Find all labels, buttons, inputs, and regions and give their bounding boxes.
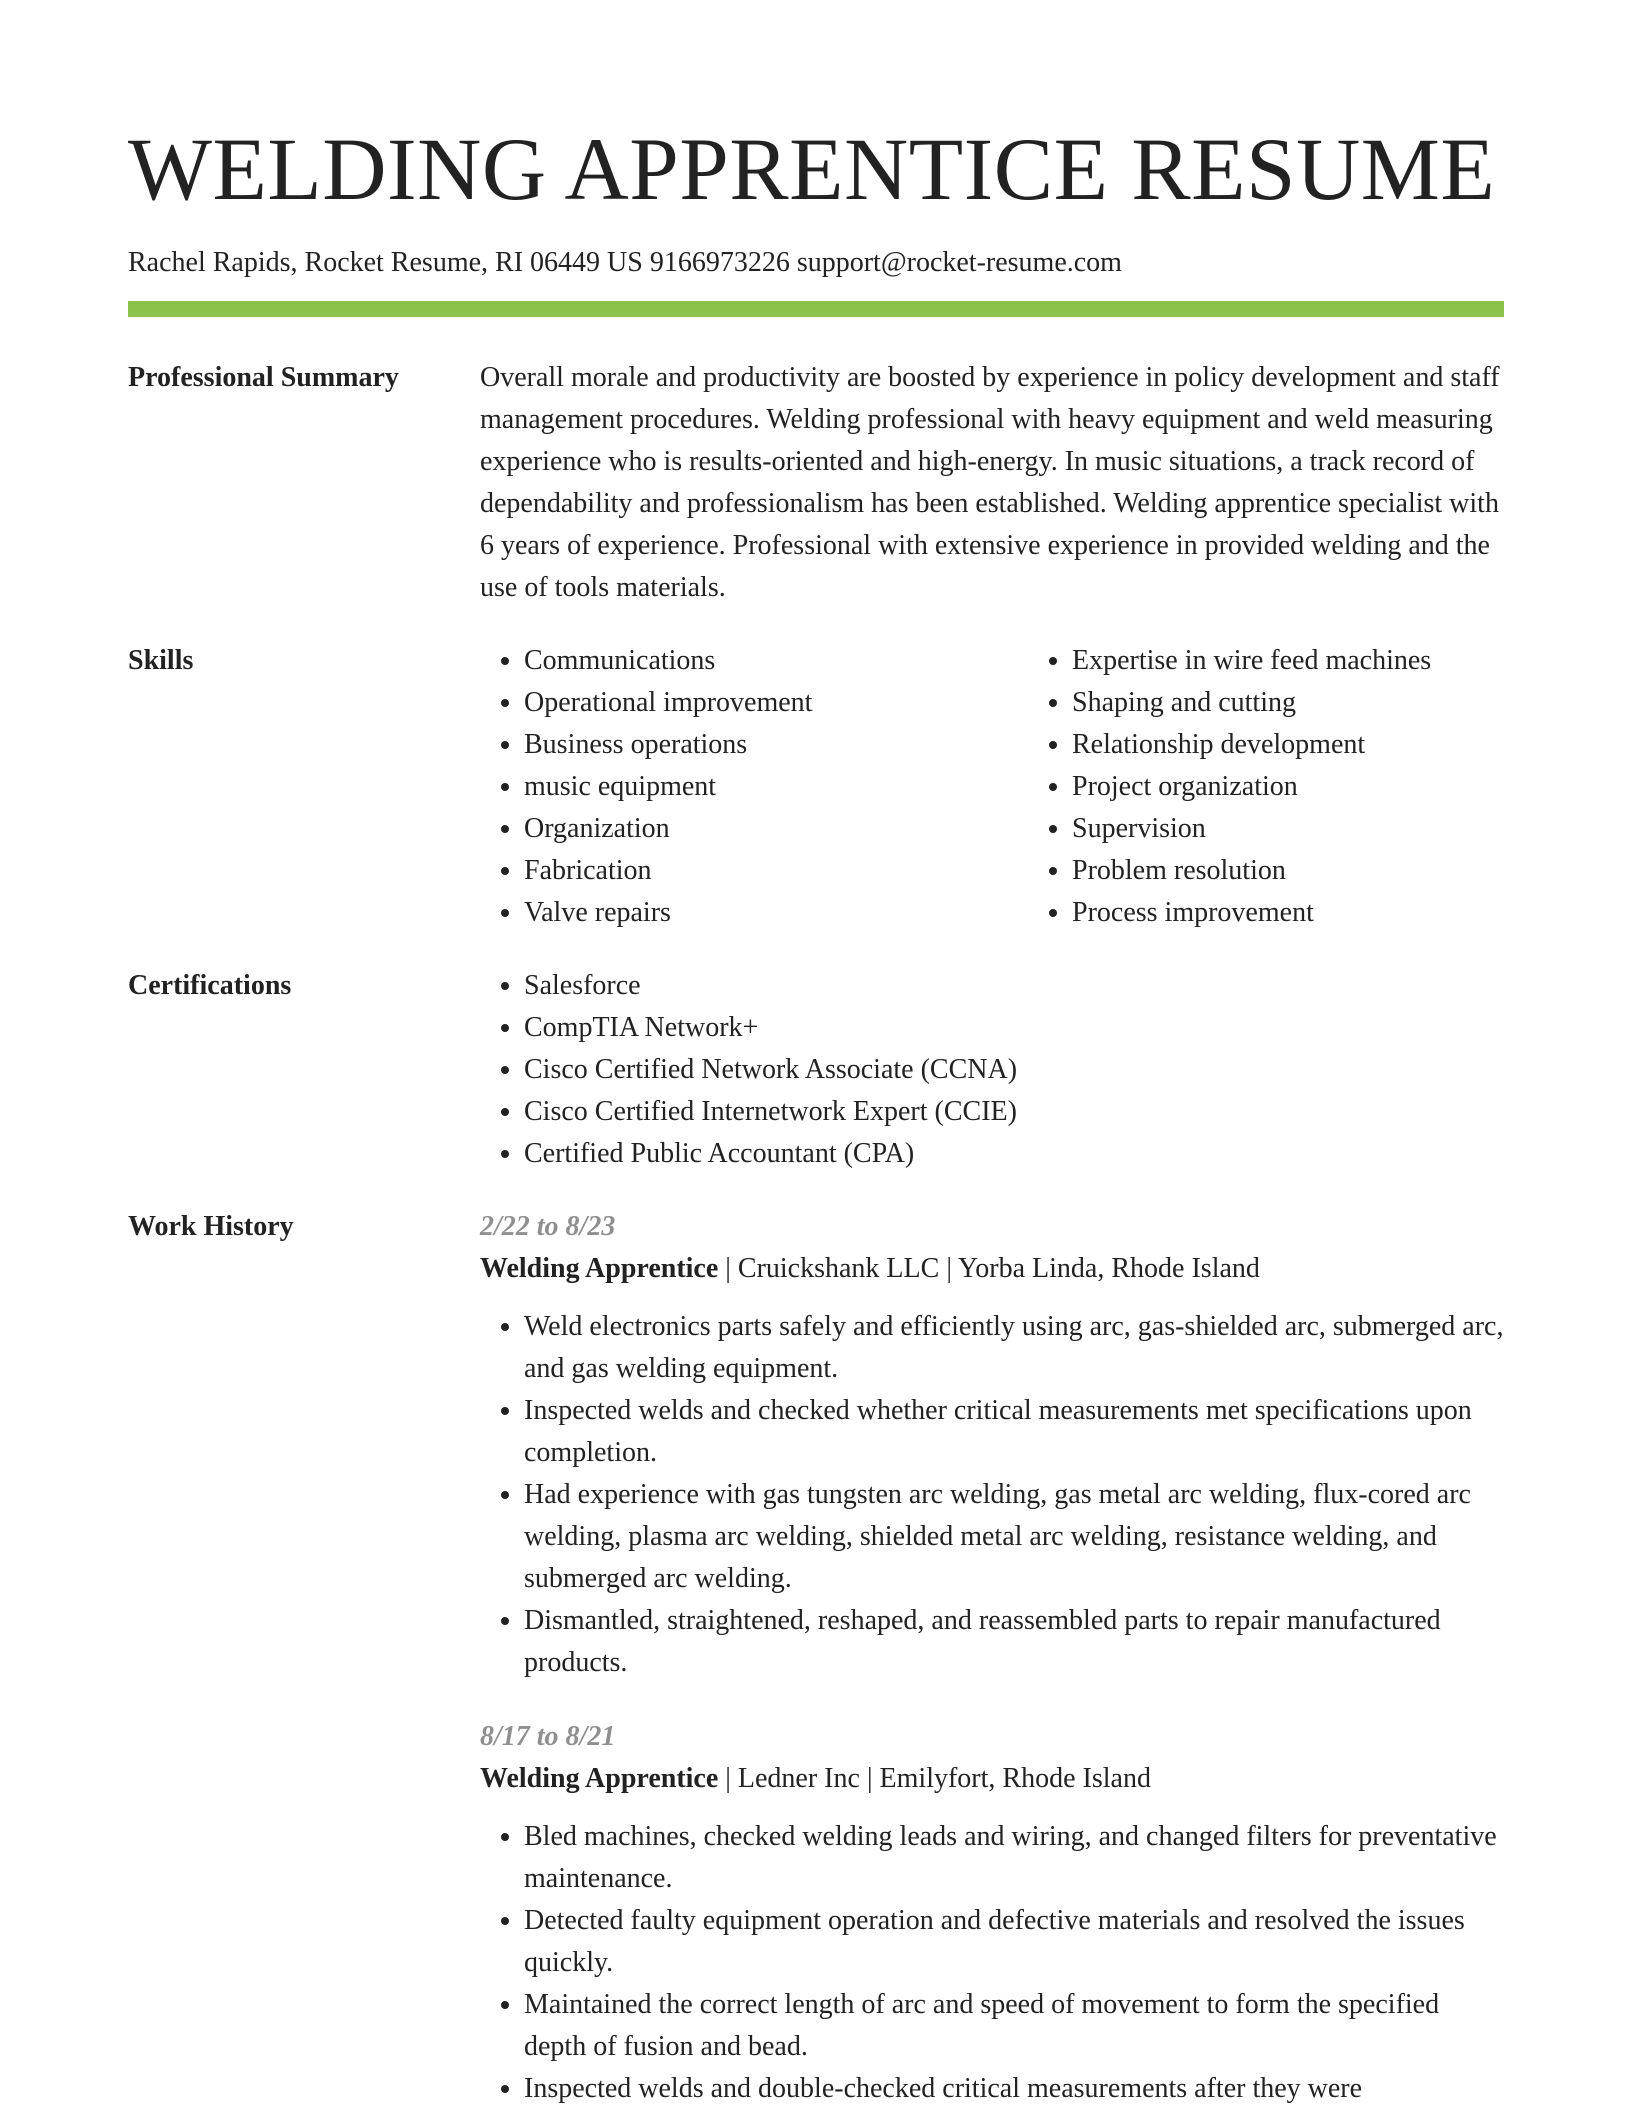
- skills-list-right: [1028, 640, 1576, 934]
- skill-item: • Operational improvement: [524, 682, 1028, 724]
- job-heading: [480, 1248, 1504, 1290]
- job-entry: [480, 1206, 1504, 1684]
- summary-section: [128, 357, 1504, 609]
- job-bullet: • Dismantled, straightened, reshaped, and reassembled parts to repair manufactured products.: [524, 1600, 1504, 1684]
- job-bullets: [480, 1816, 1504, 2110]
- job-bullet: • Inspected welds and double-checked critical measurements after they were: [524, 2068, 1504, 2110]
- job-dates: 8/17 to 8/21: [480, 1721, 616, 1752]
- job-title: Welding Apprentice: [480, 1253, 719, 1284]
- section-label-summary: Professional Summary: [128, 362, 399, 393]
- job-bullet: • Maintained the correct length of arc and speed of movement to form the specified depth of fusion and bead.: [524, 1984, 1504, 2068]
- job-bullet: • Detected faulty equipment operation and defective materials and resolved the issues quickly.: [524, 1900, 1504, 1984]
- job-bullet: • Weld electronics parts safely and efficiently using arc, gas-shielded arc, submerged arc, and gas welding equipment.: [524, 1306, 1504, 1390]
- skill-item: • Relationship development: [1072, 724, 1576, 766]
- skill-item: • Fabrication: [524, 850, 1028, 892]
- skill-item: • Organization: [524, 808, 1028, 850]
- skill-item: • Shaping and cutting: [1072, 682, 1576, 724]
- job-employer-location: | Ledner Inc | Emilyfort, Rhode Island: [718, 1763, 1151, 1794]
- job-dates: 2/22 to 8/23: [480, 1211, 616, 1242]
- job-bullet: • Had experience with gas tungsten arc welding, gas metal arc welding, flux-cored arc welding, plasma arc welding, shielded metal arc welding, resistance welding, and submerged arc welding.: [524, 1474, 1504, 1600]
- skill-item: • Business operations: [524, 724, 1028, 766]
- certification-item: • Cisco Certified Internetwork Expert (CCIE): [524, 1091, 1504, 1133]
- job-bullets: [480, 1306, 1504, 1684]
- section-label-certifications: Certifications: [128, 970, 292, 1001]
- job-heading: [480, 1758, 1504, 1800]
- skill-item: • Process improvement: [1072, 892, 1576, 934]
- summary-text: Overall morale and productivity are boosted by experience in policy development and staff management procedures. Welding professional with heavy equipment and weld measuring experience who is results-oriented and high-energy. In music situations, a track record of dependability and professionalism has been established. Welding apprentice specialist with 6 years of experience. Professional with extensive experience in provided welding and the use of tools materials.: [480, 362, 1500, 603]
- contact-line: Rachel Rapids, Rocket Resume, RI 06449 US 9166973226 support@rocket-resume.com: [128, 247, 1122, 278]
- section-label-skills: Skills: [128, 645, 194, 676]
- certification-item: • Certified Public Accountant (CPA): [524, 1133, 1504, 1175]
- skill-item: • Valve repairs: [524, 892, 1028, 934]
- job-entry: [480, 1716, 1504, 2110]
- section-label-work-history: Work History: [128, 1211, 294, 1242]
- work-history-section: [128, 1206, 1504, 2110]
- skill-item: • Supervision: [1072, 808, 1576, 850]
- job-bullet: • Bled machines, checked welding leads and wiring, and changed filters for preventative maintenance.: [524, 1816, 1504, 1900]
- certification-item: • Cisco Certified Network Associate (CCNA): [524, 1049, 1504, 1091]
- skill-item: • Expertise in wire feed machines: [1072, 640, 1576, 682]
- certifications-list: [480, 965, 1504, 1175]
- skill-item: • Communications: [524, 640, 1028, 682]
- job-title: Welding Apprentice: [480, 1763, 719, 1794]
- certification-item: • Salesforce: [524, 965, 1504, 1007]
- accent-divider: [128, 301, 1504, 317]
- certification-item: • CompTIA Network+: [524, 1007, 1504, 1049]
- skill-item: • music equipment: [524, 766, 1028, 808]
- job-employer-location: | Cruickshank LLC | Yorba Linda, Rhode Island: [718, 1253, 1260, 1284]
- certifications-section: [128, 965, 1504, 1175]
- job-bullet: • Inspected welds and checked whether critical measurements met specifications upon completion.: [524, 1390, 1504, 1474]
- skills-list-left: [480, 640, 1028, 934]
- skill-item: • Problem resolution: [1072, 850, 1576, 892]
- resume-title: WELDING APPRENTICE RESUME: [128, 121, 1496, 219]
- skills-section: [128, 640, 1504, 934]
- skills-grid: [480, 640, 1576, 934]
- skill-item: • Project organization: [1072, 766, 1576, 808]
